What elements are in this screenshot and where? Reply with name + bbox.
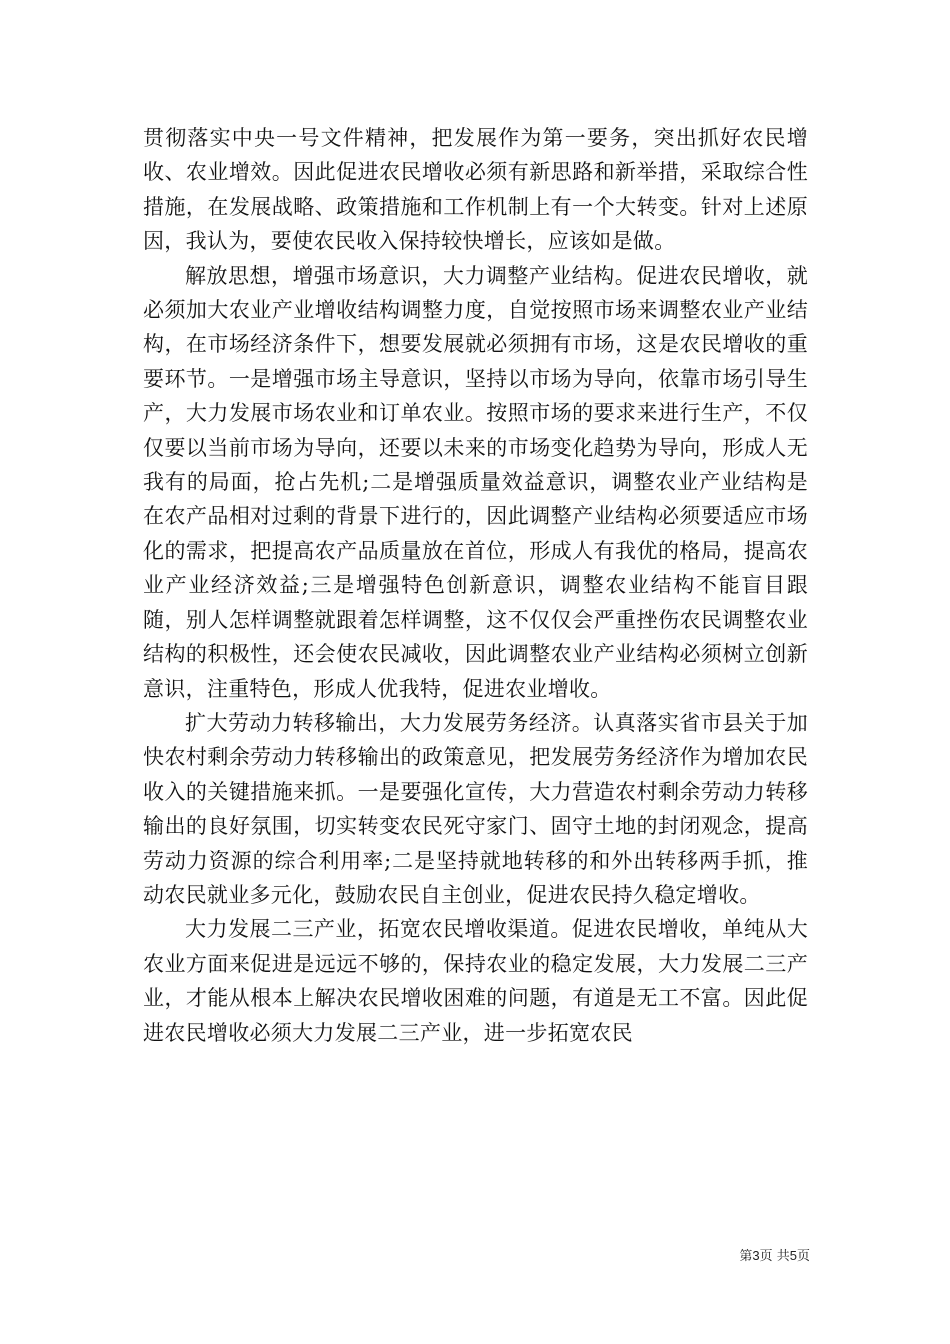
- paragraph-3: 扩大劳动力转移输出，大力发展劳务经济。认真落实省市县关于加快农村剩余劳动力转移输出的政策意见，把发展劳务经济作为增加农民收入的关键措施来抓。一是要强化宣传，大力营造农村剩余劳动力转移输出的良好氛围，切实转变农民死守家门、固守土地的封闭观念，提高劳动力资源的综合利用率;二是坚持就地转移的和外出转移两手抓，推动农民就业多元化，鼓励农民自主创业，促进农民持久稳定增收。: [143, 710, 808, 907]
- current-page-number: 3: [752, 1248, 760, 1263]
- paragraph-1: 贯彻落实中央一号文件精神，把发展作为第一要务，突出抓好农民增收、农业增效。因此促进农民增收必须有新思路和新举措，采取综合性措施，在发展战略、政策措施和工作机制上有一个大转变。针对上述原因，我认为，要使农民收入保持较快增长，应该如是做。: [143, 126, 808, 254]
- document-body: [143, 121, 808, 1050]
- paragraph-2: 解放思想，增强市场意识，大力调整产业结构。促进农民增收，就必须加大农业产业增收结构调整力度，自觉按照市场来调整农业产业结构，在市场经济条件下，想要发展就必须拥有市场，这是农民增收的重要环节。一是增强市场主导意识，坚持以市场为导向，依靠市场引导生产，大力发展市场农业和订单农业。按照市场的要求来进行生产，不仅仅要以当前市场为导向，还要以未来的市场变化趋势为导向，形成人无我有的局面，抢占先机;二是增强质量效益意识，调整农业产业结构是在农产品相对过剩的背景下进行的，因此调整产业结构必须要适应市场化的需求，把提高农产品质量放在首位，形成人有我优的格局，提高农业产业经济效益;三是增强特色创新意识，调整农业结构不能盲目跟随，别人怎样调整就跟着怎样调整，这不仅仅会严重挫伤农民调整农业结构的积极性，还会使农民减收，因此调整农业产业结构必须树立创新意识，注重特色，形成人优我特，促进农业增收。: [143, 263, 808, 701]
- footer-suffix: 页: [796, 1249, 810, 1264]
- footer-prefix: 第: [739, 1249, 753, 1264]
- footer-middle: 页 共: [759, 1249, 790, 1264]
- paragraph-4: 大力发展二三产业，拓宽农民增收渠道。促进农民增收，单纯从大农业方面来促进是远远不够的，保持农业的稳定发展，大力发展二三产业，才能从根本上解决农民增收困难的问题，有道是无工不富。因此促进农民增收必须大力发展二三产业，进一步拓宽农民: [143, 917, 808, 1045]
- page-number-footer: [700, 1247, 810, 1266]
- total-page-count: 5: [789, 1248, 797, 1263]
